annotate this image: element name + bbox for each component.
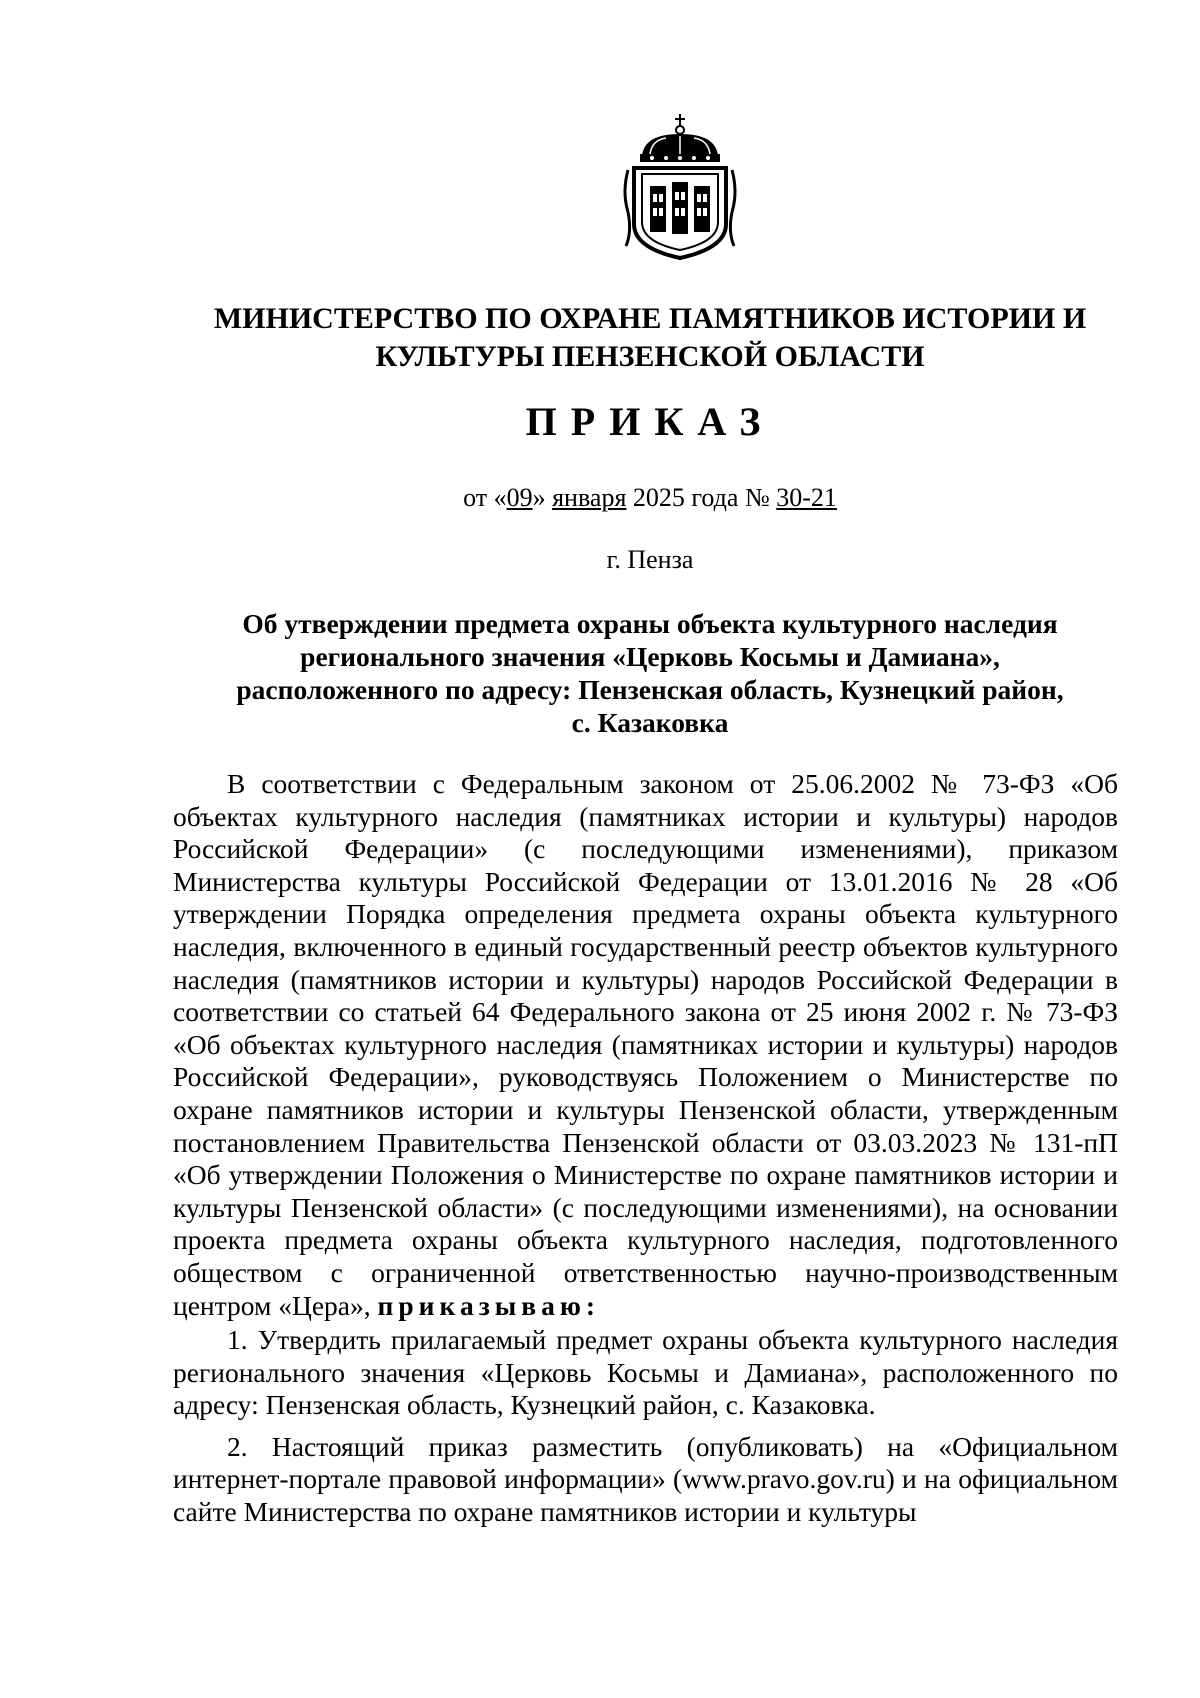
city: г. Пенза (606, 545, 694, 574)
ministry-name-line-2: КУЛЬТУРЫ ПЕНЗЕНСКОЙ ОБЛАСТИ (375, 340, 925, 373)
date-prefix: от « (463, 483, 507, 512)
preamble-paragraph (173, 768, 1118, 1322)
ministry-name (180, 300, 1120, 376)
subject-line-4: с. Казаковка (571, 707, 729, 738)
order-item-2: 2. Настоящий приказ разместить (опубликовать) на «Официальном интернет-портале правовой информации» (www.pravo.gov.ru) и на официальном сайте Министерства по охране памятников истории и культуры (173, 1430, 1118, 1528)
subject-line-3: расположенного по адресу: Пензенская область, Кузнецкий район, (236, 674, 1064, 705)
ministry-name-line-1: МИНИСТЕРСТВО ПО ОХРАНЕ ПАМЯТНИКОВ ИСТОРИИ И (213, 302, 1087, 335)
preamble-text: В соответствии с Федеральным законом от 25.06.2002 № 73-ФЗ «Об объектах культурного наследия (памятниках истории и культуры) народов Российской Федерации» (с последующими изменениями), приказом Министерства культуры Российской Федерации от 13.01.2016 № 28 «Об утверждении Порядка определения предмета охраны объекта культурного наследия, включенного в единый государственный реестр объектов культурного наследия (памятников истории и культуры) народов Российской Федерации в соответствии со статьей 64 Федерального закона от 25 июня 2002 г. № 73-ФЗ «Об объектах культурного наследия (памятниках истории и культуры) народов Российской Федерации», руководствуясь Положением о Министерстве по охране памятников истории и культуры Пензенской области, утвержденным постановлением Правительства Пензенской области от 03.03.2023 № 131-пП «Об утверждении Положения о Министерстве по охране памятников истории и культуры Пензенской области» (с последующими изменениями), на основании проекта предмета охраны объекта культурного наследия, подготовленного обществом с ограниченной ответственностью научно-производственным центром «Цера», (173, 768, 1118, 1321)
date-day: 09 (506, 483, 533, 512)
document-number: 30-21 (776, 483, 837, 512)
penza-coat-of-arms-icon (620, 112, 740, 262)
date-year: 2025 года № (626, 483, 777, 512)
order-word: приказываю: (377, 1289, 600, 1321)
date-and-number (180, 483, 1120, 513)
document-body (173, 768, 1118, 1529)
date-month: января (552, 483, 627, 512)
subject-line-2: регионального значения «Церковь Косьмы и Дамиана», (300, 641, 1000, 672)
document-subject (220, 607, 1080, 739)
document-type: ПРИКАЗ (525, 399, 775, 444)
subject-line-1: Об утверждении предмета охраны объекта культурного наследия (242, 608, 1058, 639)
order-item-1: 1. Утвердить прилагаемый предмет охраны объекта культурного наследия регионального значения «Церковь Косьмы и Дамиана», расположенного по адресу: Пензенская область, Кузнецкий район, с. Казаковка. (173, 1324, 1118, 1421)
date-quote-close: » (532, 483, 553, 512)
